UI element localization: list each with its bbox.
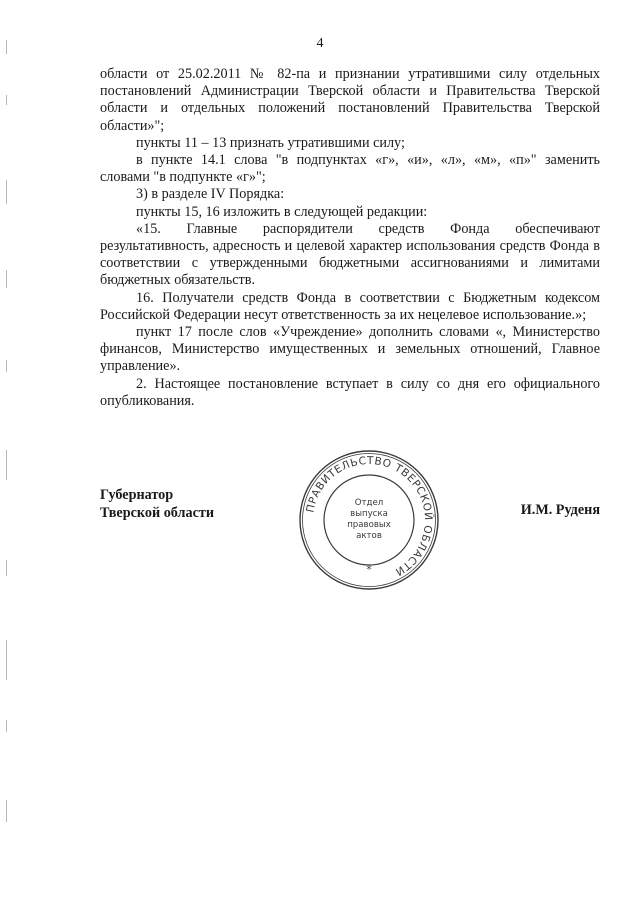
signature-title-line1: Губернатор (100, 487, 174, 503)
seal-inner-line: актов (356, 531, 382, 541)
scan-margin-marks (0, 0, 10, 905)
document-body (100, 66, 600, 410)
paragraph: 16. Получатели средств Фонда в соответствии с Бюджетным кодексом Российской Федерации несут ответственность за их нецелевое использование.»; (100, 289, 600, 323)
seal-inner-line: правовых (347, 520, 391, 530)
paragraph: в пункте 14.1 слова "в подпунктах «г», «и», «л», «м», «п»" заменить словами "в подпункте «г»"; (100, 152, 600, 186)
paragraph: пункты 15, 16 изложить в следующей редакции: (136, 203, 428, 220)
seal-inner-line: выпуска (350, 509, 388, 519)
paragraph: 3) в разделе IV Порядка: (136, 186, 285, 203)
seal-inner-line: Отдел (354, 498, 384, 508)
page-number: 4 (316, 36, 324, 51)
paragraph: 2. Настоящее постановление вступает в силу со дня его официального опубликования. (100, 375, 600, 409)
signature-name: И.М. Руденя (520, 502, 600, 518)
paragraph: пункт 17 после слов «Учреждение» дополнить словами «, Министерство финансов, Министерство имущественных и земельных отношений, Главное управление». (100, 324, 600, 375)
signature-position (100, 486, 214, 522)
official-seal (298, 449, 440, 591)
paragraph: области от 25.02.2011 № 82-па и признании утратившими силу отдельных постановлений Администрации Тверской области и Правительства Тверской области и отдельных положений постановлений Правительства Тверской области»"; (100, 66, 600, 134)
seal-star: * (366, 563, 372, 576)
signature-title-line2: Тверской области (100, 505, 215, 521)
paragraph: «15. Главные распорядители средств Фонда обеспечивают результативность, адресность и целевой характер использования средств Фонда в соответствии с утвержденными бюджетными ассигнованиями и лимитами бюджетных обязательств. (100, 220, 600, 289)
paragraph: пункты 11 – 13 признать утратившими силу; (136, 134, 405, 151)
seal-ring-text: ПРАВИТЕЛЬСТВО ТВЕРСКОЙ ОБЛАСТИ (304, 454, 435, 578)
